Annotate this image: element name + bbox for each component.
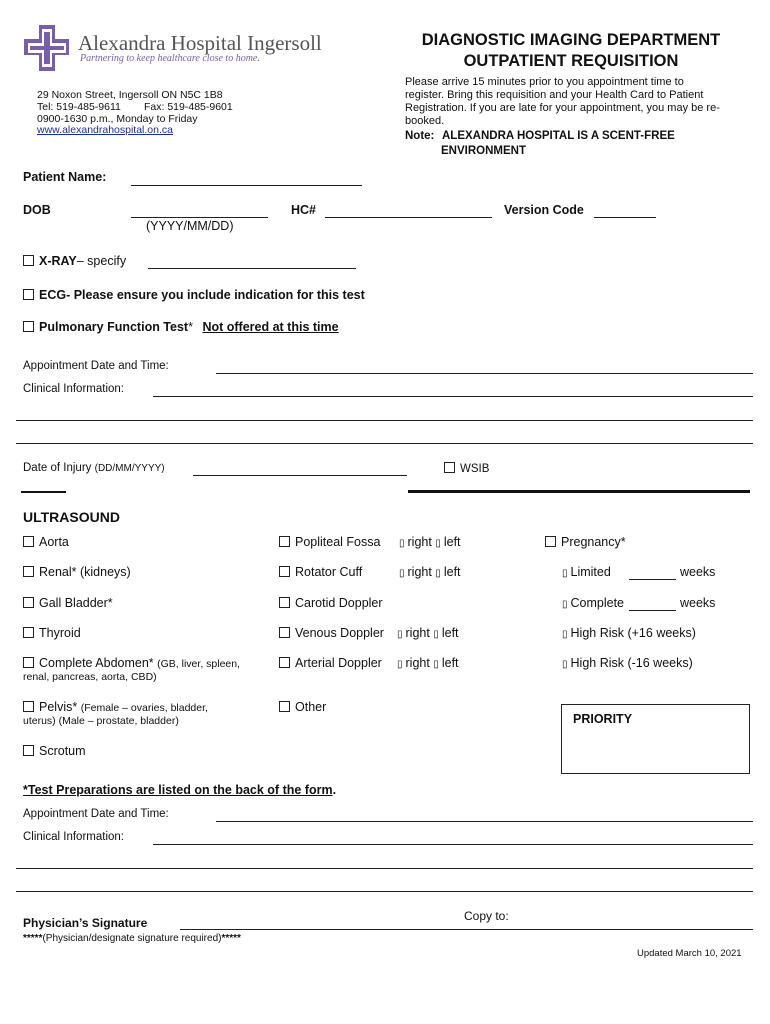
complete-weeks-field[interactable] — [629, 596, 676, 611]
appointment-label-2: Appointment Date and Time: — [23, 808, 169, 820]
pelvis-detail-2: uterus) (Male – prostate, bladder) — [23, 715, 179, 727]
limited-weeks-field[interactable] — [629, 565, 676, 580]
rotator-cuff-label: Rotator Cuff — [295, 565, 363, 579]
xray-checkbox[interactable] — [23, 255, 34, 266]
section-divider-right — [408, 490, 750, 493]
right-marker-icon[interactable]: ▯ — [399, 538, 405, 549]
left-marker-icon[interactable]: ▯ — [433, 659, 439, 670]
hospital-address: 29 Noxon Street, Ingersoll ON N5C 1B8 — [37, 89, 223, 101]
signature-required-note: (Physician/designate signature required) — [42, 933, 222, 944]
wsib-label: WSIB — [460, 463, 490, 475]
appointment-field-2[interactable] — [216, 821, 753, 822]
high-risk-minus-marker-icon[interactable]: ▯ — [562, 659, 568, 670]
venous-left-label: left — [441, 626, 459, 640]
clinical-info-line-1b[interactable] — [16, 420, 753, 421]
section-divider-left — [21, 491, 66, 493]
high-risk-plus-marker-icon[interactable]: ▯ — [562, 629, 568, 640]
arterial-right-label: right — [405, 656, 430, 670]
scrotum-checkbox[interactable] — [23, 745, 34, 756]
hospital-logo — [22, 23, 72, 73]
signature-stars-right: ***** — [221, 933, 241, 944]
complete-abdomen-detail-2: renal, pancreas, aorta, CBD) — [23, 671, 157, 683]
rotator-cuff-checkbox[interactable] — [279, 566, 290, 577]
complete-abdomen-detail-1: (GB, liver, spleen, — [157, 658, 241, 670]
injury-date-field[interactable] — [193, 475, 407, 476]
pft-checkbox[interactable] — [23, 321, 34, 332]
test-prep-period: . — [332, 783, 337, 797]
pelvis-checkbox[interactable] — [23, 701, 34, 712]
left-marker-icon[interactable]: ▯ — [435, 538, 441, 549]
renal-checkbox[interactable] — [23, 566, 34, 577]
signature-stars-left: ***** — [23, 933, 43, 944]
patient-name-label: Patient Name: — [23, 170, 107, 184]
arterial-left-label: left — [441, 656, 459, 670]
patient-name-field[interactable] — [131, 171, 362, 186]
complete-marker-icon[interactable]: ▯ — [562, 599, 568, 610]
injury-date-format: (DD/MM/YYYY) — [94, 463, 165, 474]
limited-marker-icon[interactable]: ▯ — [562, 568, 568, 579]
pelvis-label: Pelvis* — [39, 700, 78, 714]
version-code-field[interactable] — [594, 203, 656, 218]
renal-label: Renal* (kidneys) — [39, 565, 131, 579]
popliteal-left-label: left — [443, 535, 461, 549]
arterial-doppler-checkbox[interactable] — [279, 657, 290, 668]
complete-abdomen-label: Complete Abdomen* — [39, 656, 154, 670]
scent-free-note-2: ENVIRONMENT — [441, 145, 526, 157]
physician-signature-field[interactable] — [180, 929, 753, 930]
dob-format-hint: (YYYY/MM/DD) — [146, 219, 234, 233]
ecg-checkbox[interactable] — [23, 289, 34, 300]
pft-not-offered-note: Not offered at this time — [202, 320, 339, 334]
dob-label: DOB — [23, 203, 51, 217]
ecg-label: ECG- Please ensure you include indication for this test — [39, 288, 365, 302]
dob-field[interactable] — [131, 203, 268, 218]
arterial-doppler-label: Arterial Doppler — [295, 656, 382, 670]
gall-bladder-label: Gall Bladder* — [39, 596, 113, 610]
gall-bladder-checkbox[interactable] — [23, 597, 34, 608]
popliteal-fossa-checkbox[interactable] — [279, 536, 290, 547]
test-prep-note: *Test Preparations are listed on the back of the form — [23, 783, 333, 797]
xray-label: X-RAY — [39, 254, 77, 268]
hc-label: HC# — [291, 203, 317, 217]
clinical-info-field-1[interactable] — [153, 396, 753, 397]
right-marker-icon[interactable]: ▯ — [397, 659, 403, 670]
right-marker-icon[interactable]: ▯ — [399, 568, 405, 579]
version-code-label: Version Code — [504, 203, 584, 217]
clinical-info-line-2b[interactable] — [16, 868, 753, 869]
priority-label: PRIORITY — [573, 712, 633, 726]
left-marker-icon[interactable]: ▯ — [435, 568, 441, 579]
pregnancy-label: Pregnancy* — [561, 535, 626, 549]
priority-box[interactable] — [561, 704, 750, 774]
xray-specify-field[interactable] — [148, 254, 356, 269]
complete-weeks-label: weeks — [680, 596, 716, 610]
clinical-info-line-2c[interactable] — [16, 891, 753, 892]
other-label: Other — [295, 700, 327, 714]
clinical-info-line-1c[interactable] — [16, 443, 753, 444]
scrotum-label: Scrotum — [39, 744, 86, 758]
thyroid-label: Thyroid — [39, 626, 81, 640]
hospital-hours: 0900-1630 p.m., Monday to Friday — [37, 113, 198, 125]
carotid-doppler-checkbox[interactable] — [279, 597, 290, 608]
title-line-2: OUTPATIENT REQUISITION — [463, 52, 679, 70]
complete-label: Complete — [570, 596, 625, 610]
hospital-tel: Tel: 519-485-9611 — [37, 101, 121, 113]
wsib-checkbox[interactable] — [444, 462, 455, 473]
rotator-left-label: left — [443, 565, 461, 579]
appointment-label-1: Appointment Date and Time: — [23, 360, 169, 372]
limited-weeks-label: weeks — [680, 565, 716, 579]
note-label: Note: — [405, 130, 435, 142]
ultrasound-title: ULTRASOUND — [23, 509, 120, 525]
popliteal-fossa-label: Popliteal Fossa — [295, 535, 381, 549]
clinical-info-label-1: Clinical Information: — [23, 383, 124, 395]
clinical-info-label-2: Clinical Information: — [23, 831, 124, 843]
physician-signature-label: Physician’s Signature — [23, 916, 148, 930]
venous-doppler-label: Venous Doppler — [295, 626, 384, 640]
aorta-checkbox[interactable] — [23, 536, 34, 547]
pft-label: Pulmonary Function Test — [39, 320, 189, 334]
pelvis-detail-1: (Female – ovaries, bladder, — [80, 702, 208, 714]
arrival-instructions: Please arrive 15 minutes prior to you appointment time to register. Bring this requisition and your Health Card to Patient Registration. If you are late for your appointment, you may be re-booked. — [405, 76, 720, 127]
hospital-fax: Fax: 519-485-9601 — [144, 101, 233, 113]
pregnancy-checkbox[interactable] — [545, 536, 556, 547]
limited-label: Limited — [570, 565, 611, 579]
updated-date: Updated March 10, 2021 — [637, 948, 742, 959]
other-checkbox[interactable] — [279, 701, 290, 712]
left-marker-icon[interactable]: ▯ — [433, 629, 439, 640]
hospital-name: Alexandra Hospital Ingersoll — [78, 31, 322, 55]
clinical-info-field-2[interactable] — [153, 844, 753, 845]
hospital-website-link[interactable]: www.alexandrahospital.on.ca — [37, 124, 173, 136]
pft-star: * — [188, 320, 193, 334]
scent-free-note-1: ALEXANDRA HOSPITAL IS A SCENT-FREE — [442, 130, 675, 142]
high-risk-minus-label: High Risk (-16 weeks) — [570, 656, 693, 670]
right-marker-icon[interactable]: ▯ — [397, 629, 403, 640]
carotid-doppler-label: Carotid Doppler — [295, 596, 383, 610]
title-line-1: DIAGNOSTIC IMAGING DEPARTMENT — [421, 31, 721, 49]
aorta-label: Aorta — [39, 535, 69, 549]
hospital-tagline: Partnering to keep healthcare close to home. — [80, 53, 260, 64]
hc-field[interactable] — [325, 203, 492, 218]
copy-to-label: Copy to: — [464, 909, 509, 923]
xray-specify-label: – specify — [76, 254, 127, 268]
appointment-field-1[interactable] — [216, 373, 753, 374]
complete-abdomen-checkbox[interactable] — [23, 657, 34, 668]
injury-date-label: Date of Injury — [23, 462, 92, 474]
venous-right-label: right — [405, 626, 430, 640]
popliteal-right-label: right — [407, 535, 432, 549]
rotator-right-label: right — [407, 565, 432, 579]
venous-doppler-checkbox[interactable] — [279, 627, 290, 638]
high-risk-plus-label: High Risk (+16 weeks) — [570, 626, 696, 640]
thyroid-checkbox[interactable] — [23, 627, 34, 638]
